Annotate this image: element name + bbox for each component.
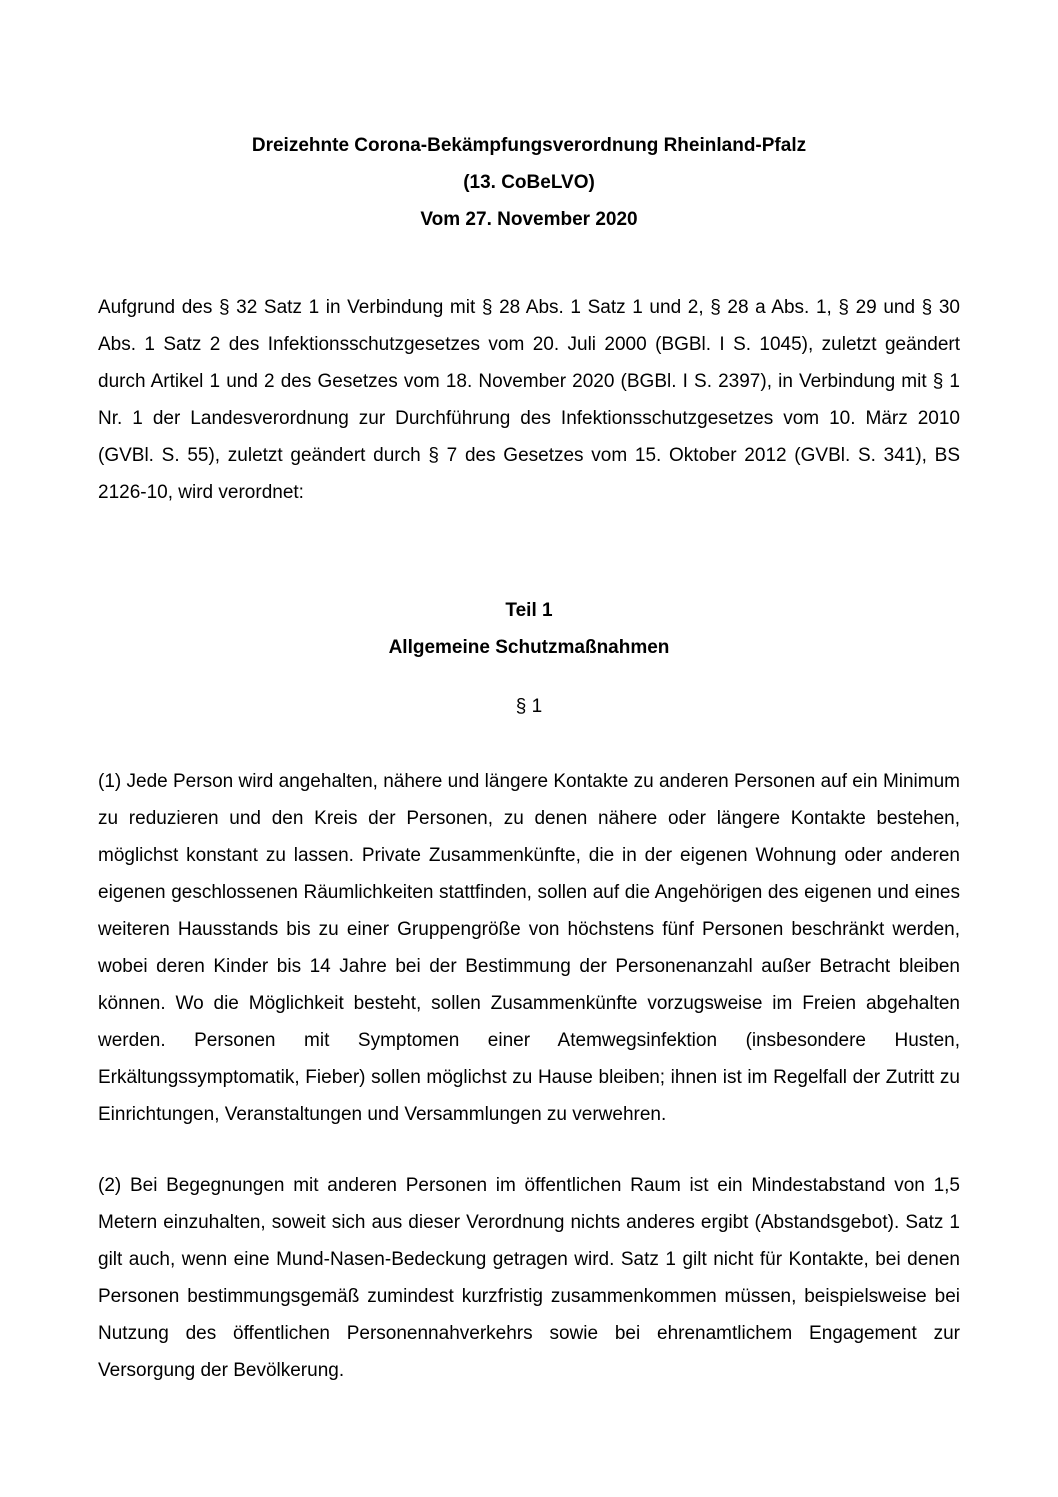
- section-number: § 1: [515, 696, 543, 717]
- document-title-block: [98, 127, 960, 238]
- part-heading: Allgemeine Schutzmaßnahmen: [388, 637, 670, 658]
- part-heading-block: [98, 592, 960, 666]
- document-date: Vom 27. November 2020: [420, 209, 638, 230]
- preamble-paragraph: Aufgrund des § 32 Satz 1 in Verbindung mit § 28 Abs. 1 Satz 1 und 2, § 28 a Abs. 1, § 29 und § 30 Abs. 1 Satz 2 des Infektionsschutzgesetzes vom 20. Juli 2000 (BGBl. I S. 1045), zuletzt geändert durch Artikel 1 und 2 des Gesetzes vom 18. November 2020 (BGBl. I S. 2397), in Verbindung mit § 1 Nr. 1 der Landesverordnung zur Durchführung des Infektionsschutzgesetzes vom 10. März 2010 (GVBl. S. 55), zuletzt geändert durch § 7 des Gesetzes vom 15. Oktober 2012 (GVBl. S. 341), BS 2126-10, wird verordnet:: [98, 297, 960, 503]
- document-abbreviation: (13. CoBeLVO): [463, 172, 595, 193]
- part-label: Teil 1: [505, 600, 553, 621]
- document-title: Dreizehnte Corona-Bekämpfungsverordnung Rheinland-Pfalz: [251, 135, 807, 156]
- paragraph-1: (1) Jede Person wird angehalten, nähere und längere Kontakte zu anderen Personen auf ein Minimum zu reduzieren und den Kreis der Personen, zu denen nähere oder längere Kontakte bestehen, möglichst konstant zu lassen. Private Zusammenkünfte, die in der eigenen Wohnung oder anderen eigenen geschlossenen Räumlichkeiten stattfinden, sollen auf die Angehörigen des eigenen und eines weiteren Hausstands bis zu einer Gruppengröße von höchstens fünf Personen beschränkt werden, wobei deren Kinder bis 14 Jahre bei der Bestimmung der Personenanzahl außer Betracht bleiben können. Wo die Möglichkeit besteht, sollen Zusammenkünfte vorzugsweise im Freien abgehalten werden. Personen mit Symptomen einer Atemwegsinfektion (insbesondere Husten, Erkältungssymptomatik, Fieber) sollen möglichst zu Hause bleiben; ihnen ist im Regelfall der Zutritt zu Einrichtungen, Veranstaltungen und Versammlungen zu verwehren.: [98, 771, 960, 1125]
- paragraph-2: (2) Bei Begegnungen mit anderen Personen im öffentlichen Raum ist ein Mindestabstand von 1,5 Metern einzuhalten, soweit sich aus dieser Verordnung nichts anderes ergibt (Abstandsgebot). Satz 1 gilt auch, wenn eine Mund-Nasen-Bedeckung getragen wird. Satz 1 gilt nicht für Kontakte, bei denen Personen bestimmungsgemäß zumindest kurzfristig zusammenkommen müssen, beispielsweise bei Nutzung des öffentlichen Personennahverkehrs sowie bei ehrenamtlichem Engagement zur Versorgung der Bevölkerung.: [98, 1175, 960, 1381]
